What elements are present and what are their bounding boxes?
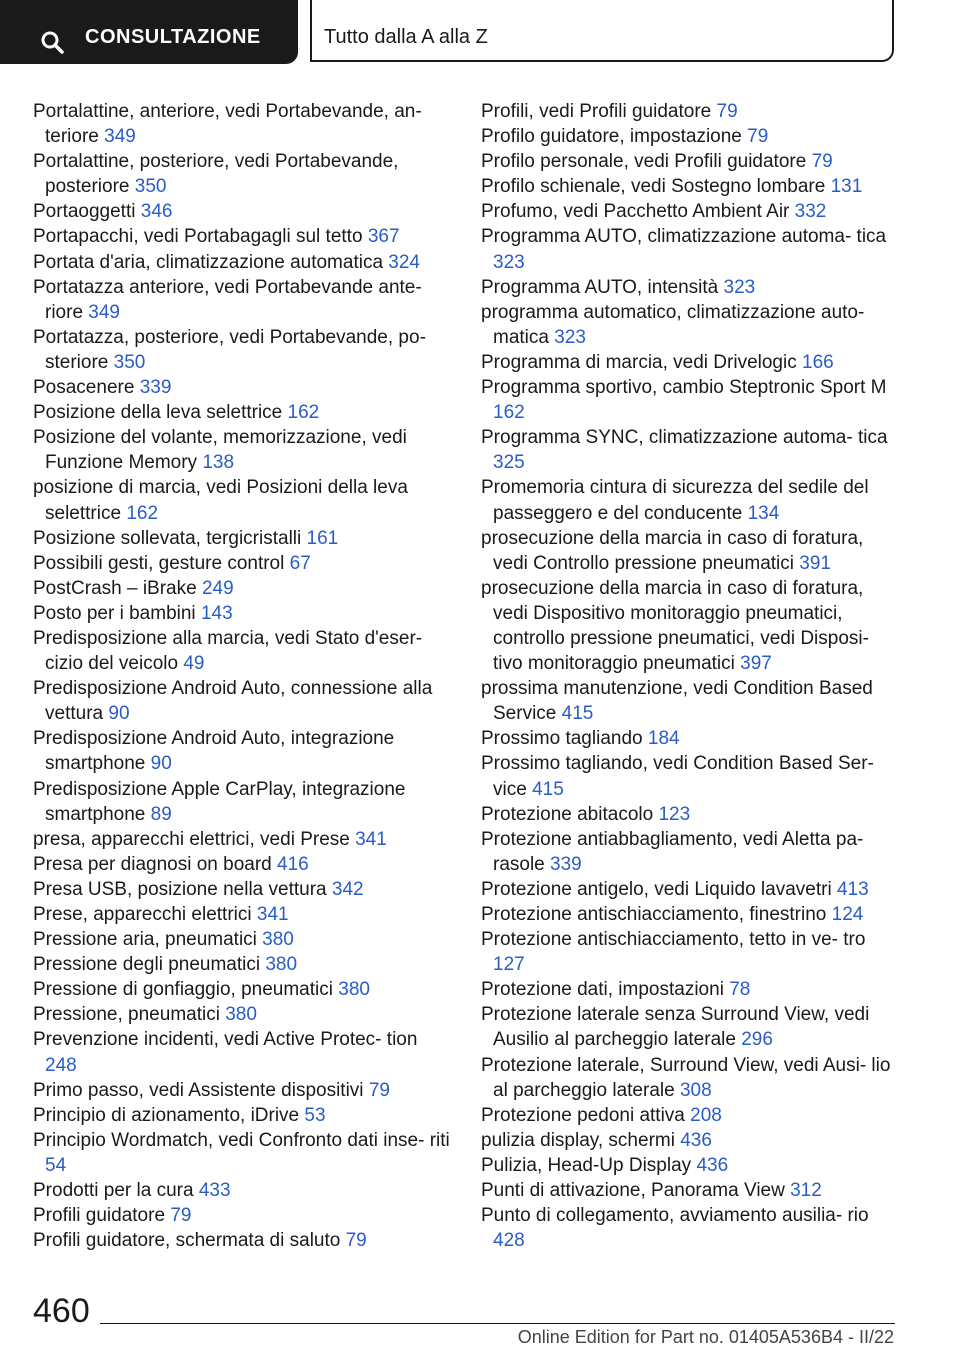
index-entry [33, 425, 451, 475]
page-link[interactable]: 79 [716, 101, 738, 122]
entry-term: Pressione degli pneumatici [33, 954, 261, 976]
index-entry [481, 300, 901, 350]
entry-term: Promemoria cintura di sicurezza del sedile del passeggero e del conducente [481, 477, 869, 524]
page-link[interactable]: 208 [690, 1104, 722, 1126]
index-entry [33, 626, 451, 676]
page-link[interactable]: 123 [658, 803, 691, 825]
page-link[interactable]: 346 [140, 201, 173, 223]
index-entry [481, 751, 901, 801]
index-entry [33, 325, 451, 375]
entry-term: Protezione laterale senza Surround View, vedi Ausilio al parcheggio laterale [481, 1004, 870, 1051]
index-entry [481, 425, 901, 475]
entry-term: Primo passo, vedi Assistente dispositivi [33, 1079, 364, 1101]
chapter-tab-label: Tutto dalla A alla Z [324, 26, 488, 48]
entry-term: Posizione della leva selettrice [33, 402, 283, 424]
page-link[interactable]: 184 [647, 728, 680, 750]
page-link[interactable]: 428 [493, 1230, 525, 1252]
entry-term: presa, apparecchi elettrici, vedi Prese [33, 828, 350, 850]
page-link[interactable]: 296 [741, 1029, 773, 1051]
page-link[interactable]: 49 [183, 653, 205, 675]
page-link[interactable]: 380 [265, 954, 298, 976]
index-entry [481, 977, 901, 1002]
entry-term: Profili guidatore, schermata di saluto [33, 1230, 341, 1252]
entry-term: Protezione antischiacciamento, tetto in ve‐ tro [481, 929, 866, 951]
footer-divider [100, 1323, 895, 1324]
page-link[interactable]: 90 [108, 703, 130, 725]
index-entry [481, 475, 901, 525]
page-link[interactable]: 367 [367, 226, 400, 248]
page-link[interactable]: 124 [831, 904, 864, 925]
section-tab-label: CONSULTAZIONE [85, 26, 261, 48]
entry-term: Portatazza anteriore, vedi Portabevande ante‐ riore [33, 276, 422, 323]
entry-term: Punto di collegamento, avviamento ausilia‐ rio [481, 1205, 869, 1227]
index-entry [481, 224, 901, 274]
index-column-left [33, 99, 451, 1253]
page-link[interactable]: 325 [493, 452, 525, 474]
index-entry [481, 927, 901, 977]
index-entry [481, 1103, 901, 1128]
entry-term: Predisposizione Android Auto, integrazione smartphone [33, 728, 395, 775]
page-link[interactable]: 413 [836, 878, 869, 900]
entry-term: prossima manutenzione, vedi Condition Based Service [481, 678, 873, 725]
edition-info: Online Edition for Part no. 01405A536B4 - II/22 [517, 1327, 894, 1347]
page-link[interactable]: 350 [113, 351, 146, 373]
entry-term: Programma sportivo, cambio Steptronic Sport M [481, 377, 887, 399]
page-link[interactable]: 79 [345, 1230, 367, 1252]
index-entry [481, 726, 901, 751]
entry-term: Programma AUTO, intensità [481, 276, 719, 298]
entry-term: Posacenere [33, 377, 135, 399]
page-link[interactable]: 79 [170, 1205, 192, 1227]
entry-term: PostCrash – iBrake [33, 577, 197, 599]
index-entry [33, 902, 451, 927]
entry-term: programma automatico, climatizzazione auto‐ matica [481, 301, 865, 348]
index-entry [33, 1027, 451, 1077]
index-entry [481, 350, 901, 375]
entry-term: Profumo, vedi Pacchetto Ambient Air [481, 201, 790, 223]
section-tab[interactable] [0, 0, 298, 64]
index-column-right [481, 99, 901, 1253]
page-link[interactable]: 127 [493, 954, 525, 976]
index-entry [481, 877, 901, 902]
entry-term: Pulizia, Head-Up Display [481, 1154, 692, 1176]
index-entry [481, 576, 901, 676]
page-link[interactable]: 161 [306, 527, 339, 549]
index-entry [33, 1078, 451, 1103]
entry-term: Portaoggetti [33, 201, 136, 223]
index-entry [33, 475, 451, 525]
index-entry [481, 1053, 901, 1103]
index-entry [481, 802, 901, 827]
entry-term: Predisposizione Android Auto, connessione alla vettura [33, 678, 433, 725]
index-entry [33, 952, 451, 977]
page-link[interactable]: 308 [679, 1079, 712, 1101]
page-link[interactable]: 78 [729, 979, 751, 1001]
page-link[interactable]: 131 [830, 176, 863, 198]
page-link[interactable]: 323 [723, 276, 756, 298]
entry-term: Punti di attivazione, Panorama View [481, 1180, 785, 1202]
page-link[interactable]: 415 [561, 703, 594, 725]
entry-term: Pressione aria, pneumatici [33, 929, 257, 951]
index-entry [33, 852, 451, 877]
entry-term: Posizione del volante, memorizzazione, vedi Funzione Memory [33, 427, 407, 474]
search-icon [40, 30, 64, 54]
page-link[interactable]: 339 [139, 377, 172, 399]
entry-term: Protezione laterale, Surround View, vedi Ausi‐ lio al parcheggio laterale [481, 1054, 891, 1101]
page-link[interactable]: 436 [696, 1154, 729, 1176]
index-entry [33, 726, 451, 776]
page-link[interactable]: 349 [88, 301, 120, 323]
entry-term: Protezione pedoni attiva [481, 1104, 685, 1126]
index-entry [481, 676, 901, 726]
entry-term: Profili guidatore [33, 1205, 166, 1227]
index-entry [33, 676, 451, 726]
entry-term: Principio di azionamento, iDrive [33, 1104, 300, 1126]
index-entry [481, 199, 901, 224]
index-entry [33, 927, 451, 952]
chapter-tab[interactable] [310, 0, 894, 62]
page-link[interactable]: 166 [802, 351, 834, 373]
page-link[interactable]: 436 [680, 1129, 712, 1151]
page-link[interactable]: 323 [493, 251, 525, 273]
entry-term: Protezione abitacolo [481, 803, 654, 825]
entry-term: Portata d'aria, climatizzazione automatica [33, 251, 384, 273]
entry-term: Portalattine, posteriore, vedi Portabevande, posteriore [33, 151, 399, 198]
index-entry [33, 1128, 451, 1178]
page-link[interactable]: 339 [550, 853, 582, 875]
page-link[interactable]: 162 [493, 402, 525, 424]
entry-term: Portatazza, posteriore, vedi Portabevande, po‐ steriore [33, 326, 426, 373]
index-entry [481, 526, 901, 576]
entry-term: Possibili gesti, gesture control [33, 552, 285, 574]
entry-term: Prodotti per la cura [33, 1180, 194, 1202]
index-entry [33, 601, 451, 626]
index-entry [33, 1002, 451, 1027]
page-link[interactable]: 341 [355, 828, 387, 850]
index-entry [33, 977, 451, 1002]
page-link[interactable]: 341 [256, 904, 289, 925]
page-link[interactable]: 89 [150, 803, 172, 825]
page-link[interactable]: 143 [200, 602, 233, 624]
entry-term: Prese, apparecchi elettrici [33, 904, 252, 925]
page-link[interactable]: 350 [134, 176, 167, 198]
index-entry [33, 1203, 451, 1228]
entry-term: Prevenzione incidenti, vedi Active Protec‐ tion [33, 1029, 418, 1051]
index-entry [481, 149, 901, 174]
index-entry [33, 827, 451, 852]
index-entry [481, 1128, 901, 1153]
page-link[interactable]: 67 [289, 552, 311, 574]
entry-term: Profilo guidatore, impostazione [481, 126, 742, 148]
entry-term: Presa per diagnosi on board [33, 853, 272, 875]
page-link[interactable]: 162 [287, 402, 320, 424]
index-entry [481, 1153, 901, 1178]
page-link[interactable]: 391 [799, 552, 831, 574]
entry-term: Protezione antigelo, vedi Liquido lavavetri [481, 878, 832, 900]
page-link[interactable]: 79 [811, 151, 833, 173]
entry-term: Profilo schienale, vedi Sostegno lombare [481, 176, 826, 198]
index-entry [481, 1178, 901, 1203]
index-entry [481, 1203, 901, 1253]
page-link[interactable]: 312 [790, 1180, 822, 1202]
index-entry [33, 149, 451, 199]
page-link[interactable]: 53 [304, 1104, 326, 1126]
index-entry [481, 827, 901, 877]
entry-term: Prossimo tagliando [481, 728, 643, 750]
entry-term: Protezione dati, impostazioni [481, 979, 724, 1001]
index-entry [481, 124, 901, 149]
index-entry [33, 250, 451, 275]
entry-term: Profili, vedi Profili guidatore [481, 101, 712, 122]
entry-term: prosecuzione della marcia in caso di foratura, vedi Dispositivo monitoraggio pneumatici, controllo pressione pneumatici, vedi Disposi‐ tivo monitoraggio pneumatici [481, 577, 869, 675]
index-entry [33, 576, 451, 601]
page-link[interactable]: 249 [201, 577, 234, 599]
index-entry [33, 551, 451, 576]
page-link[interactable]: 380 [262, 929, 294, 951]
entry-term: Posto per i bambini [33, 602, 196, 624]
page-link[interactable]: 90 [150, 753, 172, 775]
page-link[interactable]: 162 [126, 502, 159, 524]
page-link[interactable]: 323 [554, 326, 586, 348]
index-entry [33, 99, 451, 149]
entry-term: Presa USB, posizione nella vettura [33, 878, 327, 900]
entry-term: Pressione, pneumatici [33, 1004, 220, 1026]
entry-term: prosecuzione della marcia in caso di foratura, vedi Controllo pressione pneumatici [481, 527, 864, 574]
entry-term: Portalattine, anteriore, vedi Portabevande, an‐ teriore [33, 101, 422, 148]
index-entry [33, 375, 451, 400]
entry-term: Protezione antiabbagliamento, vedi Aletta pa‐ rasole [481, 828, 864, 875]
index-entry [33, 199, 451, 224]
index-entry [33, 1103, 451, 1128]
index-entry [33, 877, 451, 902]
entry-term: Programma SYNC, climatizzazione automa‐ tica [481, 427, 888, 449]
entry-term: Pressione di gonfiaggio, pneumatici [33, 979, 333, 1001]
entry-term: pulizia display, schermi [481, 1129, 675, 1151]
entry-term: Portapacchi, vedi Portabagagli sul tetto [33, 226, 363, 248]
page-link[interactable]: 416 [277, 853, 309, 875]
page-link[interactable]: 79 [368, 1079, 390, 1101]
index-entry [481, 375, 901, 425]
entry-term: Predisposizione alla marcia, vedi Stato d'eser‐ cizio del veicolo [33, 627, 423, 675]
entry-term: Posizione sollevata, tergicristalli [33, 527, 302, 549]
page-link[interactable]: 54 [45, 1154, 67, 1176]
entry-term: Profilo personale, vedi Profili guidatore [481, 151, 807, 173]
page-number: 460 [33, 1292, 90, 1330]
index-entry [33, 224, 451, 249]
entry-term: Predisposizione Apple CarPlay, integrazione smartphone [33, 778, 406, 825]
entry-term: posizione di marcia, vedi Posizioni della leva selettrice [33, 477, 408, 524]
index-entry [33, 400, 451, 425]
index-entry [33, 275, 451, 325]
entry-term: Programma di marcia, vedi Drivelogic [481, 351, 797, 373]
index-entry [481, 174, 901, 199]
entry-term: Protezione antischiacciamento, finestrino [481, 904, 827, 925]
index-entry [481, 902, 901, 927]
entry-term: Principio Wordmatch, vedi Confronto dati inse‐ riti [33, 1129, 450, 1151]
page-link[interactable]: 397 [740, 653, 772, 675]
page-header [0, 0, 960, 66]
page-link[interactable]: 342 [331, 878, 364, 900]
index-entry [33, 1178, 451, 1203]
page-link[interactable]: 248 [45, 1054, 77, 1076]
index-entry [481, 1002, 901, 1052]
index-entry [481, 275, 901, 300]
page-link[interactable]: 415 [532, 778, 564, 800]
index-entry [33, 777, 451, 827]
page-link[interactable]: 380 [338, 979, 370, 1001]
entry-term: Programma AUTO, climatizzazione automa‐ tica [481, 226, 887, 248]
page-link[interactable]: 332 [794, 201, 827, 223]
page-link[interactable]: 380 [225, 1004, 257, 1026]
index-entry [33, 1228, 451, 1253]
index-entry [33, 526, 451, 551]
page-link[interactable]: 349 [104, 126, 136, 148]
entry-term: Prossimo tagliando, vedi Condition Based Ser‐ vice [481, 753, 874, 800]
page-link[interactable]: 79 [747, 126, 769, 148]
page-link[interactable]: 324 [388, 251, 420, 273]
page-link[interactable]: 433 [198, 1180, 231, 1202]
page-link[interactable]: 138 [202, 452, 235, 474]
index-entry [481, 99, 901, 124]
page-link[interactable]: 134 [747, 502, 780, 524]
